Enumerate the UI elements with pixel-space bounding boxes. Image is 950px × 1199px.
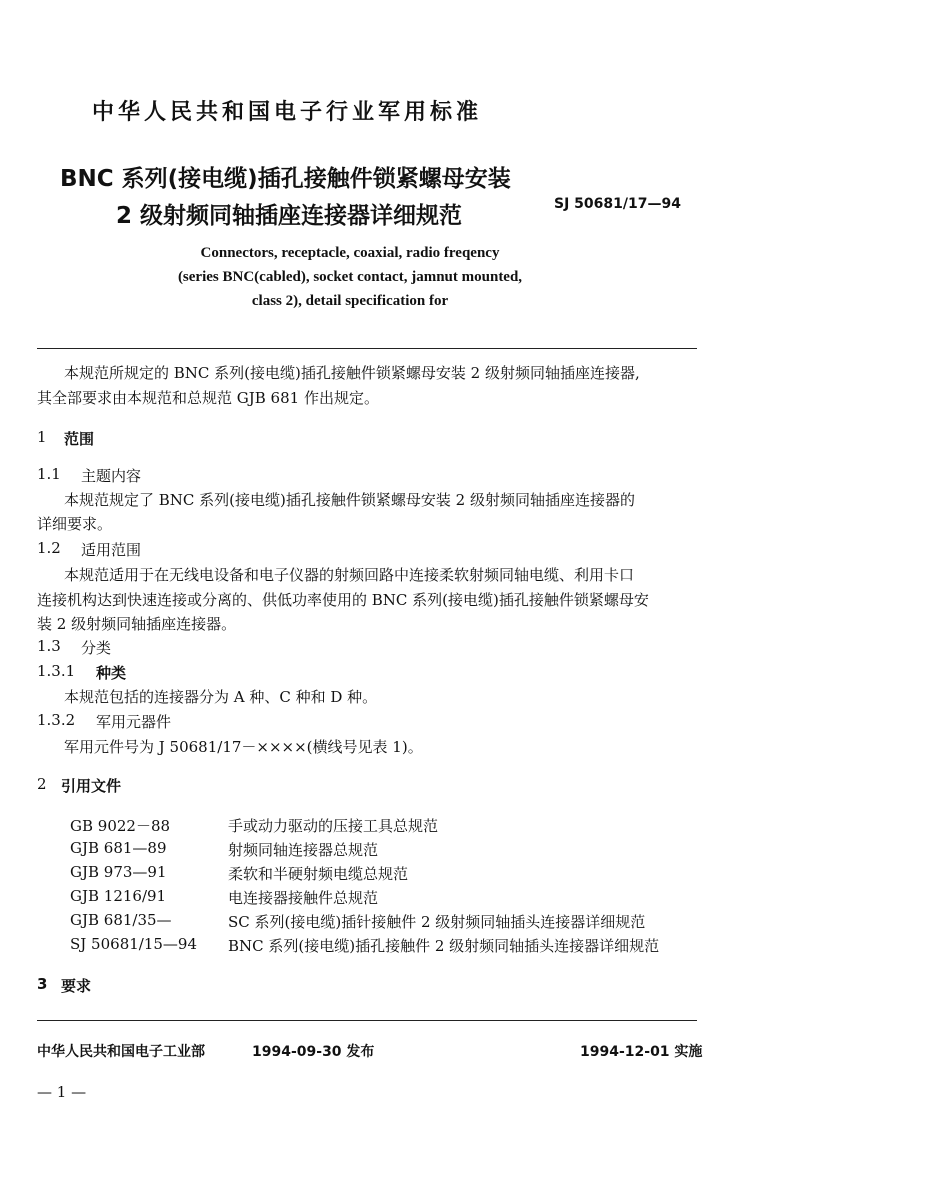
english-title-line2: (series BNC(cabled), socket contact, jamnut mounted, [177, 269, 523, 285]
reference-title: 柔软和半硬射频电缆总规范 [228, 865, 409, 883]
issue-date: 1994-09-30 发布 [252, 1044, 375, 1060]
reference-title: BNC 系列(接电缆)插孔接触件 2 级射频同轴插头连接器详细规范 [228, 937, 660, 955]
page-number: — 1 — [37, 1083, 87, 1101]
reference-title: 电连接器接触件总规范 [228, 889, 379, 907]
reference-code: GJB 973—91 [70, 863, 167, 881]
section-1-3-1-number: 1.3.1 [37, 662, 76, 680]
section-1-3-1-line1: 本规范包括的连接器分为 A 种、C 种和 D 种。 [64, 688, 378, 706]
section-1-3-title: 分类 [81, 639, 112, 657]
reference-code: SJ 50681/15—94 [70, 935, 198, 953]
section-3-title: 要求 [61, 977, 92, 995]
section-1-2-title: 适用范围 [81, 541, 142, 559]
section-1-3-2-title: 军用元器件 [96, 713, 172, 731]
standard-number: SJ 50681/17—94 [554, 196, 681, 212]
section-1-3-2-line1: 军用元件号为 J 50681/17－××××(横线号见表 1)。 [64, 738, 423, 756]
english-title-line3: class 2), detail specification for [251, 293, 449, 309]
reference-code: GJB 681—89 [70, 839, 167, 857]
section-1-number: 1 [37, 428, 47, 446]
intro-line2: 其全部要求由本规范和总规范 GJB 681 作出规定。 [37, 389, 379, 407]
intro-line1: 本规范所规定的 BNC 系列(接电缆)插孔接触件锁紧螺母安装 2 级射频同轴插座连接器, [64, 364, 640, 382]
reference-title: SC 系列(接电缆)插针接触件 2 级射频同轴插头连接器详细规范 [228, 913, 646, 931]
section-1-title: 范围 [64, 430, 95, 448]
reference-code: GJB 681/35— [70, 911, 172, 929]
reference-code: GJB 1216/91 [70, 887, 167, 905]
header-divider [37, 348, 697, 349]
section-1-1-number: 1.1 [37, 465, 61, 483]
reference-title: 手或动力驱动的压接工具总规范 [228, 817, 439, 835]
section-3-number: 3 [37, 975, 48, 993]
section-1-1-line2: 详细要求。 [37, 515, 113, 533]
section-1-3-2-number: 1.3.2 [37, 711, 76, 729]
section-1-1-title: 主题内容 [81, 467, 142, 485]
doc-title-line2: 2 级射频同轴插座连接器详细规范 [116, 203, 463, 229]
section-1-2-line3: 装 2 级射频同轴插座连接器。 [37, 615, 237, 633]
section-1-2-line1: 本规范适用于在无线电设备和电子仪器的射频回路中连接柔软射频同轴电缆、利用卡口 [64, 566, 635, 584]
effective-date: 1994-12-01 实施 [580, 1044, 703, 1060]
standard-category-title: 中华人民共和国电子行业军用标准 [92, 100, 483, 125]
section-2-number: 2 [37, 775, 47, 793]
section-1-1-line1: 本规范规定了 BNC 系列(接电缆)插孔接触件锁紧螺母安装 2 级射频同轴插座连接器的 [64, 491, 635, 509]
section-1-2-line2: 连接机构达到快速连接或分离的、供低功率使用的 BNC 系列(接电缆)插孔接触件锁紧螺母安 [37, 591, 649, 609]
reference-code: GB 9022－88 [70, 817, 171, 835]
section-2-title: 引用文件 [61, 777, 122, 795]
doc-title-line1: BNC 系列(接电缆)插孔接触件锁紧螺母安装 [60, 166, 511, 192]
issuing-authority: 中华人民共和国电子工业部 [37, 1044, 205, 1060]
section-1-3-number: 1.3 [37, 637, 61, 655]
footer-divider [37, 1020, 697, 1021]
section-1-2-number: 1.2 [37, 539, 61, 557]
reference-title: 射频同轴连接器总规范 [228, 841, 379, 859]
english-title-line1: Connectors, receptacle, coaxial, radio freqency [200, 245, 500, 261]
section-1-3-1-title: 种类 [96, 664, 127, 682]
